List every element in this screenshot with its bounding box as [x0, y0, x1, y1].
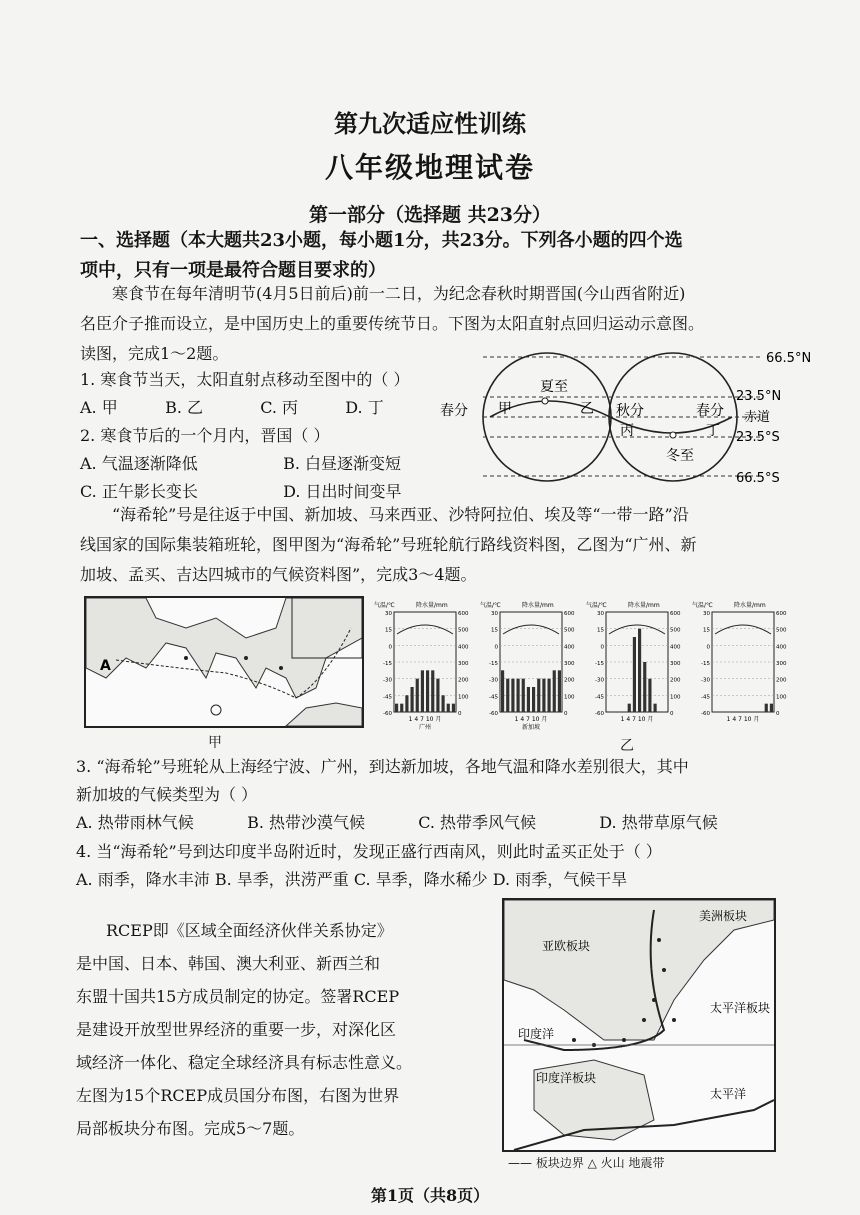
- temp-tick-label: -30: [595, 677, 604, 684]
- precip-bar: [442, 695, 445, 712]
- question-2-option-d: D. 日出时间变早: [283, 482, 402, 501]
- map-jia-caption: 甲: [208, 735, 222, 751]
- indian-plate-label: 印度洋板块: [536, 1071, 597, 1085]
- precip-tick-label: 0: [564, 711, 568, 717]
- temp-tick-label: -45: [383, 694, 392, 701]
- spring-equinox-left-label: 春分: [440, 403, 468, 419]
- question-1-option-b: B. 乙: [165, 398, 204, 417]
- question-1: [80, 366, 460, 422]
- question-2: [80, 422, 460, 506]
- precip-tick-label: 200: [564, 677, 575, 684]
- question-4: [76, 838, 806, 894]
- spring-equinox-right-label: 春分: [696, 403, 724, 419]
- precip-bar: [643, 662, 646, 712]
- exam-subtitle: 八年级地理试卷: [324, 151, 535, 184]
- precip-bar: [436, 679, 439, 712]
- precip-tick-label: 100: [670, 694, 681, 701]
- temp-tick-label: 0: [388, 644, 392, 651]
- temp-tick-label: 0: [706, 644, 710, 651]
- passage-2-line: 线国家的国际集装箱班轮，图甲图为“海希轮”号班轮航行路线资料图，乙图为“广州、新: [80, 535, 697, 554]
- precip-tick-label: 500: [458, 627, 469, 634]
- precip-tick-label: 500: [776, 627, 787, 634]
- question-3-stem-line1: 3. “海希轮”号班轮从上海经宁波、广州，到达新加坡，各地气温和降水差别很大，其中: [76, 757, 689, 776]
- precip-tick-label: 500: [564, 627, 575, 634]
- temp-tick-label: -60: [595, 711, 604, 717]
- temp-tick-label: -60: [383, 711, 392, 717]
- precip-tick-label: 600: [458, 611, 469, 617]
- temp-tick-label: 0: [494, 644, 498, 651]
- temp-tick-label: 30: [597, 611, 604, 617]
- lat-66n-label: 66.5°N: [766, 351, 812, 366]
- temp-tick-label: 30: [385, 611, 392, 617]
- lat-23n-label: 23.5°N: [736, 389, 782, 404]
- precip-bar: [452, 704, 455, 712]
- passage-1-line: 寒食节在每年清明节(4月5日前后)前一二日，为纪念春秋时期晋国(今山西省附近): [112, 284, 686, 303]
- autumn-equinox-label: 秋分: [616, 403, 644, 419]
- precip-tick-label: 400: [458, 644, 469, 651]
- point-bing-label: 丙: [620, 423, 634, 439]
- passage-3-line: 域经济一体化、稳定全球经济具有标志性意义。: [76, 1053, 413, 1072]
- precip-axis-label: 降水量/mm: [734, 602, 766, 609]
- temp-tick-label: -15: [383, 661, 392, 667]
- passage-2-line: “海希轮”号是往返于中国、新加坡、马来西亚、沙特阿拉伯、埃及等“一带一路”沿: [112, 505, 689, 524]
- precip-bar: [553, 670, 556, 712]
- temp-curve: [715, 625, 771, 634]
- precip-bar: [542, 679, 545, 712]
- temp-tick-label: 15: [385, 627, 392, 634]
- winter-solstice-label: 冬至: [666, 448, 694, 464]
- question-1-option-d: D. 丁: [345, 398, 384, 417]
- temp-tick-label: -60: [489, 711, 498, 717]
- precip-tick-label: 600: [564, 611, 575, 617]
- temp-tick-label: -45: [489, 694, 498, 701]
- precip-tick-label: 200: [458, 677, 469, 684]
- question-3-stem-line2: 新加坡的气候类型为（ ）: [76, 785, 258, 804]
- precip-tick-label: 300: [564, 661, 575, 667]
- question-3-option-d: D. 热带草原气候: [599, 813, 718, 832]
- lat-23s-label: 23.5°S: [736, 430, 780, 445]
- precip-tick-label: 0: [776, 711, 780, 717]
- temp-curve: [503, 625, 559, 634]
- question-2-stem: 2. 寒食节后的一个月内，晋国（ ）: [80, 426, 330, 445]
- precip-tick-label: 100: [564, 694, 575, 701]
- precip-axis-label: 降水量/mm: [522, 602, 554, 609]
- plate-map-legend: —— 板块边界 △ 火山 地震带: [508, 1156, 665, 1170]
- precip-tick-label: 200: [670, 677, 681, 684]
- section-heading: [80, 226, 800, 286]
- question-1-option-c: C. 丙: [260, 398, 299, 417]
- passage-2-line: 加坡、孟买、吉达四城市的气候资料图”，完成3～4题。: [80, 565, 477, 584]
- equator-label: 赤道: [744, 410, 771, 425]
- question-3-option-b: B. 热带沙漠气候: [247, 813, 366, 832]
- summer-solstice-label: 夏至: [540, 379, 568, 395]
- precip-bar: [548, 679, 551, 712]
- precip-tick-label: 300: [458, 661, 469, 667]
- temp-tick-label: -60: [701, 711, 710, 717]
- part-heading: 第一部分（选择题 共23分）: [308, 204, 552, 226]
- precip-tick-label: 0: [670, 711, 674, 717]
- precip-tick-label: 400: [776, 644, 787, 651]
- temp-tick-label: 0: [600, 644, 604, 651]
- precip-tick-label: 400: [670, 644, 681, 651]
- point-jia-label: 甲: [498, 401, 512, 417]
- precip-bar: [517, 679, 520, 712]
- question-2-option-c: C. 正午影长变长: [80, 482, 198, 501]
- precip-tick-label: 200: [776, 677, 787, 684]
- precip-tick-label: 500: [670, 627, 681, 634]
- passage-3-line: 局部板块分布图。完成5～7题。: [76, 1119, 305, 1138]
- precip-bar: [395, 704, 398, 712]
- question-1-stem: 1. 寒食节当天，太阳直射点移动至图中的（ ）: [80, 370, 410, 389]
- exam-title: 第九次适应性训练: [334, 109, 526, 138]
- question-1-option-a: A. 甲: [80, 398, 118, 417]
- precip-tick-label: 300: [776, 661, 787, 667]
- passage-3-line: 左图为15个RCEP成员国分布图，右图为世界: [76, 1086, 400, 1105]
- passage-3-line: RCEP即《区域全面经济伙伴关系协定》: [106, 921, 393, 940]
- temp-tick-label: 30: [491, 611, 498, 617]
- page-footer: 第1页（共8页）: [370, 1186, 490, 1205]
- precip-axis-label: 降水量/mm: [416, 602, 448, 609]
- question-4-stem: 4. 当“海希轮”号到达印度半岛附近时，发现正盛行西南风，则此时孟买正处于（ ）: [76, 842, 662, 861]
- climate-charts: [372, 596, 792, 736]
- city-label: 新加坡: [521, 724, 541, 731]
- temp-axis-label: 气温/℃: [586, 602, 607, 609]
- precip-bar: [537, 679, 540, 712]
- question-2-option-a: A. 气温逐渐降低: [80, 454, 198, 473]
- precip-bar: [522, 679, 525, 712]
- question-4-options: A. 雨季，降水丰沛 B. 旱季，洪涝严重 C. 旱季，降水稀少 D. 雨季，气候干旱: [76, 870, 628, 889]
- sun-movement-diagram: [440, 345, 820, 490]
- temp-tick-label: -30: [383, 677, 392, 684]
- passage-3-line: 是建设开放型世界经济的重要一步，对深化区: [76, 1020, 397, 1039]
- precip-bar: [400, 704, 403, 712]
- precip-bar: [431, 670, 434, 712]
- precip-bar: [527, 687, 530, 712]
- precip-tick-label: 600: [670, 611, 681, 617]
- temp-tick-label: -45: [595, 694, 604, 701]
- pacific-ocean-label: 太平洋: [710, 1087, 747, 1101]
- temp-curve: [609, 625, 665, 634]
- precip-bar: [532, 687, 535, 712]
- temp-tick-label: -15: [489, 661, 498, 667]
- shipping-route-map: [84, 596, 364, 728]
- precip-tick-label: 0: [458, 711, 462, 717]
- temp-tick-label: 15: [597, 627, 604, 634]
- question-3-option-c: C. 热带季风气候: [418, 813, 537, 832]
- plate-map: [502, 898, 776, 1152]
- precip-bar: [648, 679, 651, 712]
- precip-bar: [558, 670, 561, 712]
- lat-66s-label: 66.5°S: [736, 471, 780, 486]
- temp-tick-label: -30: [701, 677, 710, 684]
- precip-bar: [506, 679, 509, 712]
- precip-bar: [421, 670, 424, 712]
- climate-charts-caption: 乙: [620, 738, 634, 754]
- month-axis-label: 1 4 7 10 月: [726, 716, 760, 723]
- temp-tick-label: 15: [703, 627, 710, 634]
- temp-tick-label: -30: [489, 677, 498, 684]
- temp-axis-label: 气温/℃: [692, 602, 713, 609]
- precip-bar: [765, 704, 768, 712]
- section-heading-line1: 一、选择题（本大题共23小题，每小题1分，共23分。下列各小题的四个选: [80, 230, 683, 251]
- question-3: [76, 753, 806, 837]
- precip-bar: [405, 695, 408, 712]
- precip-bar: [411, 687, 414, 712]
- question-3-option-a: A. 热带雨林气候: [76, 813, 194, 832]
- indian-ocean-label: 印度洋: [518, 1027, 555, 1041]
- precip-bar: [416, 679, 419, 712]
- passage-3-line: 是中国、日本、韩国、澳大利亚、新西兰和: [76, 954, 381, 973]
- precip-tick-label: 100: [458, 694, 469, 701]
- eurasia-plate-label: 亚欧板块: [542, 939, 591, 953]
- city-label: 广州: [418, 724, 432, 731]
- pacific-plate-label: 太平洋板块: [710, 1001, 771, 1015]
- passage-2: [80, 500, 800, 590]
- precip-bar: [638, 629, 641, 712]
- map-point-a-label: A: [100, 658, 111, 674]
- temp-tick-label: -15: [595, 661, 604, 667]
- passage-3: [76, 914, 486, 1145]
- point-yi-label: 乙: [580, 401, 594, 417]
- temp-tick-label: 30: [703, 611, 710, 617]
- precip-bar: [770, 704, 773, 712]
- precip-bar: [501, 670, 504, 712]
- precip-bar: [447, 704, 450, 712]
- month-axis-label: 1 4 7 10 月: [514, 716, 548, 723]
- precip-tick-label: 400: [564, 644, 575, 651]
- precip-bar: [654, 704, 657, 712]
- precip-axis-label: 降水量/mm: [628, 602, 660, 609]
- precip-bar: [511, 679, 514, 712]
- question-2-option-b: B. 白昼逐渐变短: [283, 454, 402, 473]
- temp-tick-label: -15: [701, 661, 710, 667]
- temp-tick-label: 15: [491, 627, 498, 634]
- section-heading-line2: 项中，只有一项是最符合题目要求的）: [80, 260, 386, 281]
- passage-1-line: 读图，完成1～2题。: [80, 344, 229, 363]
- month-axis-label: 1 4 7 10 月: [408, 716, 442, 723]
- temp-axis-label: 气温/℃: [374, 602, 395, 609]
- temp-axis-label: 气温/℃: [480, 602, 501, 609]
- point-ding-label: 丁: [706, 423, 720, 439]
- precip-bar: [628, 704, 631, 712]
- precip-tick-label: 100: [776, 694, 787, 701]
- america-plate-label: 美洲板块: [699, 909, 748, 923]
- precip-tick-label: 600: [776, 611, 787, 617]
- passage-1-line: 名臣介子推而设立，是中国历史上的重要传统节日。下图为太阳直射点回归运动示意图。: [80, 314, 705, 333]
- precip-bar: [633, 637, 636, 712]
- month-axis-label: 1 4 7 10 月: [620, 716, 654, 723]
- temp-tick-label: -45: [701, 694, 710, 701]
- precip-bar: [426, 670, 429, 712]
- passage-3-line: 东盟十国共15方成员制定的协定。签署RCEP: [76, 987, 400, 1006]
- precip-tick-label: 300: [670, 661, 681, 667]
- temp-curve: [397, 625, 453, 634]
